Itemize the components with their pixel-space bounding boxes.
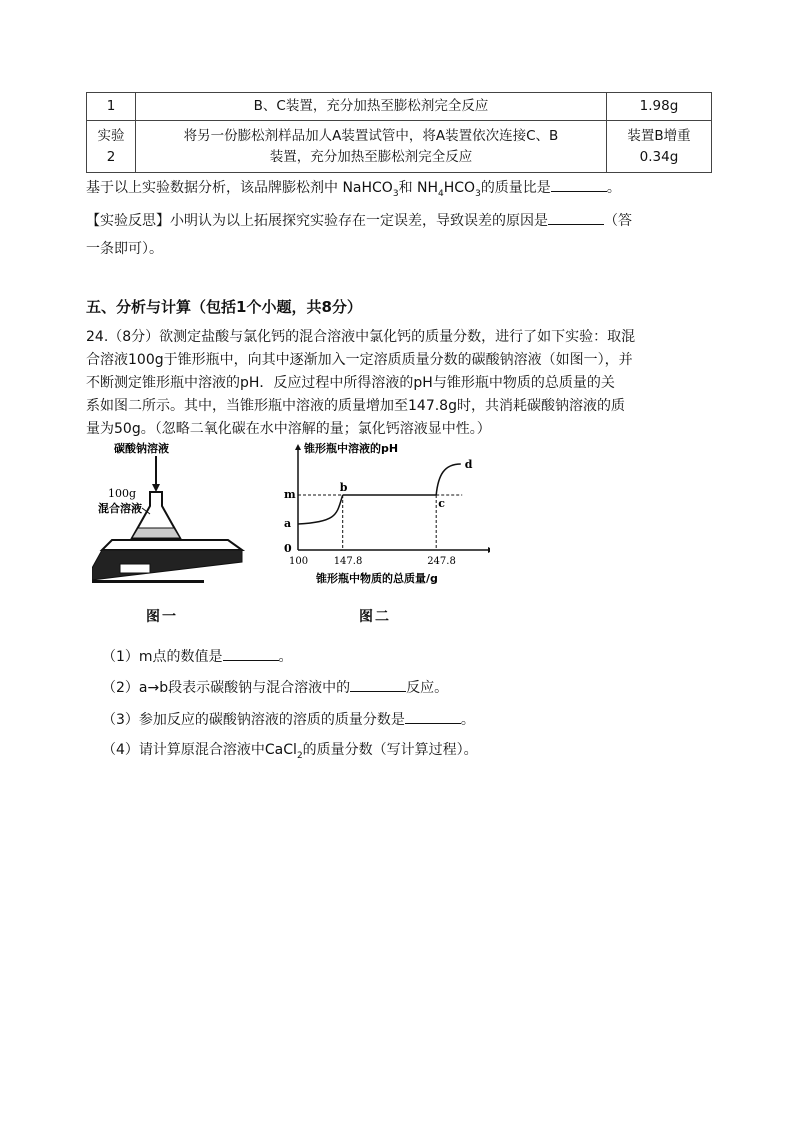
- answer-blank[interactable]: [551, 177, 607, 192]
- drop-label: 碳酸钠溶液: [114, 442, 169, 455]
- x-tick-label: 147.8: [333, 556, 363, 567]
- q24-line: 合溶液100g于锥形瓶中，向其中逐渐加入一定溶质质量分数的碳酸钠溶液（如图一），并: [86, 352, 633, 368]
- series-line-cd: [436, 464, 461, 495]
- question-1: （1）m点的数值是 。: [102, 646, 293, 667]
- section-title: 五、分析与计算（包括1个小题，共8分）: [86, 298, 362, 316]
- q24-line: 不断测定锥形瓶中溶液的pH．反应过程中所得溶液的pH与锥形瓶中物质的总质量的关: [86, 375, 615, 391]
- answer-blank[interactable]: [548, 210, 604, 225]
- q24-line: 系如图二所示。其中，当锥形瓶中溶液的质量增加至147.8g时，共消耗碳酸钠溶液的质: [86, 398, 625, 414]
- figure2-caption: 图二: [359, 609, 391, 625]
- balance-top: [102, 540, 242, 550]
- dropper-tip: [152, 484, 160, 492]
- analysis-line: 基于以上实验数据分析，该品牌膨松剂中 NaHCO$_3$和 $NH_4HCO_3$的质量比是 。: [86, 177, 621, 204]
- table-cell-desc: 将另一份膨松剂样品加人A装置试管中，将A装置依次连接C、B 装置，充分加热至膨松剂完全反应: [136, 121, 607, 173]
- table-cell-label: 1: [87, 93, 136, 121]
- answer-blank[interactable]: [223, 646, 279, 661]
- question-2: （2）a→b段表示碳酸钠与混合溶液中的 反应。: [102, 677, 448, 698]
- answer-blank[interactable]: [350, 677, 406, 692]
- mix-label: 混合溶液: [98, 502, 142, 515]
- table-row: [87, 121, 712, 173]
- y-tick-label: a: [284, 517, 292, 530]
- table-cell-desc: B、C装置，充分加热至膨松剂完全反应: [136, 93, 607, 121]
- reflection-line2: 一条即可）。: [86, 241, 163, 257]
- table-row: [87, 93, 712, 121]
- figure1-apparatus: [92, 440, 252, 590]
- balance-body: [92, 550, 242, 580]
- table-cell-result: 装置B增重 0.34g: [607, 121, 712, 173]
- question-3: （3）参加反应的碳酸钠溶液的溶质的质量分数是 。: [102, 709, 475, 730]
- table-cell-label: 实验 2: [87, 121, 136, 173]
- flask-liquid: [132, 528, 180, 538]
- y-axis-arrow: [295, 444, 301, 450]
- figure2-chart: [270, 440, 490, 590]
- reflection-line1: 【实验反思】小明认为以上拓展探究实验存在一定误差，导致误差的原因是 （答: [86, 210, 632, 231]
- point-label-c: c: [438, 497, 445, 510]
- series-line-ab: [298, 495, 343, 524]
- point-label-b: b: [339, 481, 348, 494]
- x-axis-label: 锥形瓶中物质的总质量/g: [316, 572, 438, 585]
- q24-line: 24.（8分）欲测定盐酸与氯化钙的混合溶液中氯化钙的质量分数，进行了如下实验：取混: [86, 329, 636, 345]
- question-4: （4）请计算原混合溶液中CaCl$_2$的质量分数（写计算过程）。: [102, 742, 478, 761]
- table-cell-result: 1.98g: [607, 93, 712, 121]
- balance-display: [120, 564, 150, 573]
- mass-label: 100g: [108, 487, 137, 500]
- y-tick-label: m: [284, 488, 296, 501]
- figure1-caption: 图一: [146, 609, 178, 625]
- answer-blank[interactable]: [405, 709, 461, 724]
- q24-line: 量为50g。（忽略二氧化碳在水中溶解的量；氯化钙溶液显中性。）: [86, 421, 491, 437]
- y-tick-label: 0: [284, 542, 292, 555]
- chart-marks: [284, 441, 473, 585]
- chart-title: 锥形瓶中溶液的pH: [304, 442, 399, 455]
- x-tick-label: 100: [289, 556, 309, 567]
- x-tick-label: 247.8: [427, 556, 456, 567]
- point-label-d: d: [464, 458, 473, 471]
- experiment-table: [86, 92, 712, 173]
- x-axis-arrow: [488, 547, 490, 553]
- balance-base: [92, 580, 204, 583]
